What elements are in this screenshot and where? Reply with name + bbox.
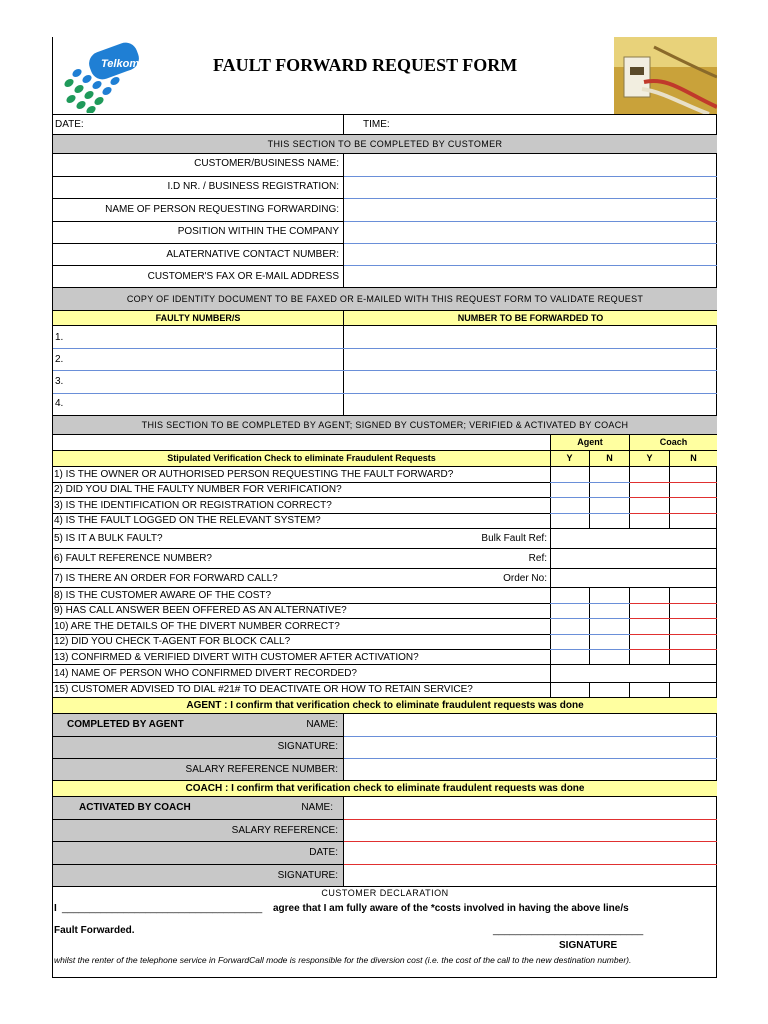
question-1: 1) IS THE OWNER OR AUTHORISED PERSON REQUESTING THE FAULT FORWARD? <box>54 469 454 480</box>
question-row-15 <box>53 683 717 698</box>
agent-n: N <box>606 453 613 463</box>
order-no-input[interactable] <box>551 569 717 587</box>
agent-y: Y <box>566 453 573 463</box>
ref-input[interactable] <box>551 549 717 568</box>
question-row-7 <box>53 569 717 588</box>
coach-block <box>53 797 717 887</box>
bulk-fault-ref-input[interactable] <box>551 529 717 548</box>
number-row-label: 4. <box>55 398 64 409</box>
question-4: 4) IS THE FAULT LOGGED ON THE RELEVANT SYSTEM? <box>54 515 321 526</box>
faulty-number-input-4[interactable] <box>63 394 343 415</box>
coach-salary-ref-label: SALARY REFERENCE: <box>231 825 338 836</box>
verification-title-row <box>53 451 717 467</box>
forward-number-input-1[interactable] <box>344 326 717 348</box>
coach-n: N <box>690 453 697 463</box>
declaration-footnote: whilst the renter of the telephone service in ForwardCall mode is responsible for the diversion cost (i.e. the cost of the call to the new destination number). <box>54 955 632 965</box>
forward-number-header: NUMBER TO BE FORWARDED TO <box>457 313 604 323</box>
declaration-heading: CUSTOMER DECLARATION <box>321 888 449 898</box>
time-label: TIME: <box>363 119 390 130</box>
activated-by-coach-label: ACTIVATED BY COACH <box>79 802 191 813</box>
position-label: POSITION WITHIN THE COMPANY <box>177 226 339 237</box>
faulty-number-input-1[interactable] <box>63 326 343 348</box>
question-6: 6) FAULT REFERENCE NUMBER? <box>54 553 212 564</box>
coach-header: Coach <box>659 437 688 447</box>
question-15: 15) CUSTOMER ADVISED TO DIAL #21# TO DEACTIVATE OR HOW TO RETAIN SERVICE? <box>54 684 473 695</box>
coach-y: Y <box>646 453 653 463</box>
coach-signature-label: SIGNATURE: <box>277 870 338 881</box>
confirmed-by-input[interactable] <box>551 665 717 682</box>
logo-text: Telkom <box>101 58 140 70</box>
agent-header: Agent <box>577 437 603 447</box>
coach-signature-input[interactable] <box>344 865 717 886</box>
coach-name-input[interactable] <box>344 797 717 819</box>
form-header <box>53 37 717 115</box>
customer-section-heading: THIS SECTION TO BE COMPLETED BY CUSTOMER <box>53 135 717 154</box>
ref-label: Ref: <box>528 553 547 564</box>
faulty-number-input-3[interactable] <box>63 371 343 393</box>
question-8: 8) IS THE CUSTOMER AWARE OF THE COST? <box>54 590 272 601</box>
alt-contact-input[interactable] <box>344 244 717 265</box>
agent-name-label: NAME: <box>306 719 338 730</box>
position-input[interactable] <box>344 222 717 243</box>
form-title: FAULT FORWARD REQUEST FORM <box>213 55 518 75</box>
signature-blank[interactable]: ___________________________ <box>493 925 644 936</box>
declaration-text: agree that I am fully aware of the *costs involved in having the above line/s <box>273 903 629 914</box>
coach-n-checkbox[interactable] <box>670 467 717 529</box>
forward-number-input-4[interactable] <box>344 394 717 415</box>
question-10: 10) ARE THE DETAILS OF THE DIVERT NUMBER CORRECT? <box>54 621 340 632</box>
completed-by-agent-label: COMPLETED BY AGENT <box>67 719 184 730</box>
number-row-label: 1. <box>55 332 64 343</box>
faulty-number-header: FAULTY NUMBER/S <box>155 313 241 323</box>
alt-contact-label: ALATERNATIVE CONTACT NUMBER: <box>166 249 339 260</box>
agent-salary-ref-input[interactable] <box>344 759 717 780</box>
id-registration-input[interactable] <box>344 177 717 198</box>
signature-label: SIGNATURE <box>559 940 618 951</box>
date-time-row <box>53 115 717 135</box>
agent-n-checkbox[interactable] <box>590 588 629 665</box>
coach-salary-ref-input[interactable] <box>344 820 717 841</box>
question-13: 13) CONFIRMED & VERIFIED DIVERT WITH CUSTOMER AFTER ACTIVATION? <box>54 652 419 663</box>
question-3: 3) IS THE IDENTIFICATION OR REGISTRATION CORRECT? <box>54 500 332 511</box>
forward-number-input-2[interactable] <box>344 349 717 370</box>
agent-n-checkbox[interactable] <box>590 467 629 529</box>
agent-name-input[interactable] <box>344 714 717 736</box>
question-5: 5) IS IT A BULK FAULT? <box>54 533 163 544</box>
agent-coach-header <box>53 435 717 451</box>
fax-email-input[interactable] <box>344 266 717 287</box>
requester-name-input[interactable] <box>344 199 717 221</box>
declarant-name-blank[interactable]: ____________________________________ <box>62 903 263 914</box>
question-7: 7) IS THERE AN ORDER FOR FORWARD CALL? <box>54 573 278 584</box>
customer-declaration <box>53 887 717 978</box>
agent-signature-label: SIGNATURE: <box>277 741 338 752</box>
coach-date-input[interactable] <box>344 842 717 864</box>
agent-block <box>53 714 717 781</box>
verification-title: Stipulated Verification Check to eliminate Fraudulent Requests <box>167 453 436 463</box>
agent-signature-input[interactable] <box>344 737 717 758</box>
header-photo <box>614 37 717 114</box>
coach-n-checkbox[interactable] <box>670 588 717 665</box>
fax-email-label: CUSTOMER'S FAX OR E-MAIL ADDRESS <box>147 271 339 282</box>
question-row-14 <box>53 665 717 683</box>
identity-note: COPY OF IDENTITY DOCUMENT TO BE FAXED OR E-MAILED WITH THIS REQUEST FORM TO VALIDATE REQUEST <box>53 288 717 311</box>
coach-name-label: NAME: <box>301 802 333 813</box>
number-rows <box>53 326 717 416</box>
coach-date-label: DATE: <box>309 847 338 858</box>
question-row-5 <box>53 529 717 549</box>
question-9: 9) HAS CALL ANSWER BEEN OFFERED AS AN ALTERNATIVE? <box>54 605 347 616</box>
coach-y-checkbox[interactable] <box>630 467 669 529</box>
declaration-line2: Fault Forwarded. <box>54 925 135 936</box>
customer-fields <box>53 154 717 288</box>
agent-y-checkbox[interactable] <box>551 467 589 529</box>
bulk-fault-ref-label: Bulk Fault Ref: <box>481 533 547 544</box>
question-row-6 <box>53 549 717 569</box>
numbers-header <box>53 311 717 326</box>
agent-salary-ref-label: SALARY REFERENCE NUMBER: <box>185 764 338 775</box>
order-no-label: Order No: <box>503 573 547 584</box>
id-registration-label: I.D NR. / BUSINESS REGISTRATION: <box>167 181 339 192</box>
question-14: 14) NAME OF PERSON WHO CONFIRMED DIVERT RECORDED? <box>54 668 357 679</box>
date-label: DATE: <box>55 119 84 130</box>
forward-number-input-3[interactable] <box>344 371 717 393</box>
question-2: 2) DID YOU DIAL THE FAULTY NUMBER FOR VERIFICATION? <box>54 484 342 495</box>
question-12: 12) DID YOU CHECK T-AGENT FOR BLOCK CALL? <box>54 636 291 647</box>
customer-name-input[interactable] <box>344 154 717 176</box>
coach-confirm-statement: COACH : I confirm that verification check to eliminate fraudulent requests was done <box>53 781 717 797</box>
agent-confirm-statement: AGENT : I confirm that verification check to eliminate fraudulent requests was done <box>53 698 717 714</box>
number-row-label: 3. <box>55 376 64 387</box>
number-row-label: 2. <box>55 354 64 365</box>
fault-forward-form <box>52 37 717 978</box>
telkom-logo <box>59 41 143 113</box>
agent-y-checkbox[interactable] <box>551 588 589 665</box>
coach-y-checkbox[interactable] <box>630 588 669 665</box>
requester-name-label: NAME OF PERSON REQUESTING FORWARDING: <box>105 204 339 215</box>
declaration-prefix: I <box>54 903 57 914</box>
agent-section-heading: THIS SECTION TO BE COMPLETED BY AGENT; SIGNED BY CUSTOMER; VERIFIED & ACTIVATED BY COACH <box>53 416 717 435</box>
faulty-number-input-2[interactable] <box>63 349 343 370</box>
customer-name-label: CUSTOMER/BUSINESS NAME: <box>194 158 339 169</box>
